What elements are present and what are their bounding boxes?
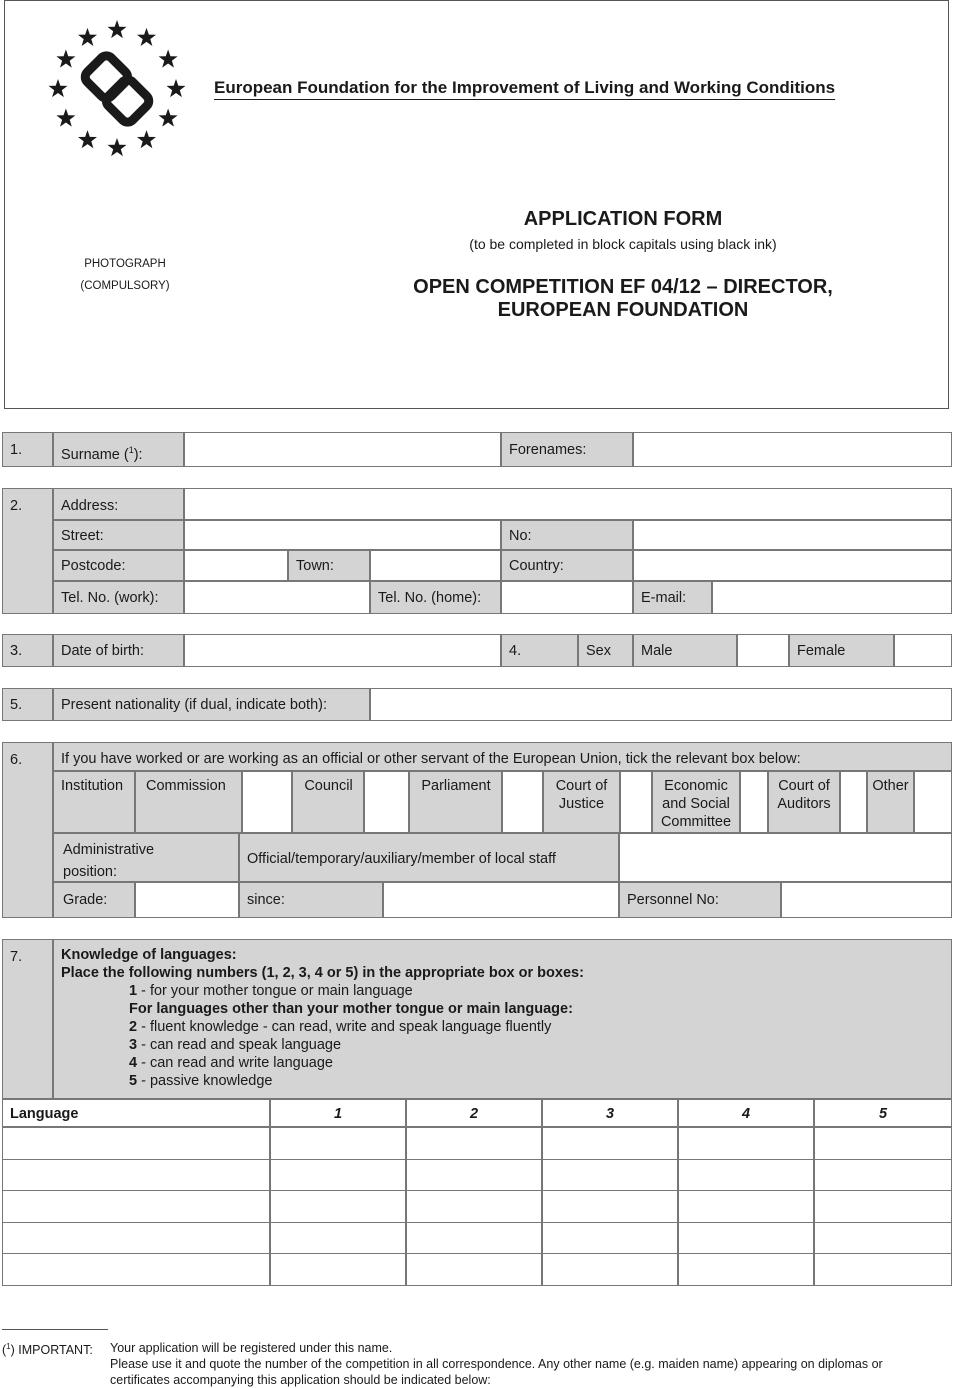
language-level-cell[interactable] xyxy=(270,1222,406,1255)
language-level-cell[interactable] xyxy=(406,1253,542,1286)
esc-checkbox[interactable] xyxy=(740,771,768,833)
language-level-cell[interactable] xyxy=(406,1127,542,1160)
country-label: Country: xyxy=(501,550,633,581)
court-auditors-checkbox[interactable] xyxy=(840,771,867,833)
eurofound-logo xyxy=(44,14,190,160)
footnote-line2: Please use it and quote the number of the competition in all correspondence. Any other name (e.g. maiden name) appearing on diplomas or xyxy=(110,1357,883,1371)
language-name-cell[interactable] xyxy=(2,1253,270,1286)
level-5-text: - passive knowledge xyxy=(137,1073,273,1089)
form-subtitle: (to be completed in block capitals using black ink) xyxy=(469,236,777,252)
sex-label: Sex xyxy=(578,634,633,667)
personnel-no-field[interactable] xyxy=(781,882,952,918)
email-label: E-mail: xyxy=(633,581,712,614)
email-field[interactable] xyxy=(712,581,952,614)
other-languages-heading: For languages other than your mother tongue or main language: xyxy=(129,1001,573,1017)
forenames-field[interactable] xyxy=(633,432,952,467)
country-field[interactable] xyxy=(633,550,952,581)
court-justice-line1: Court of xyxy=(555,778,608,794)
star-icon xyxy=(159,50,178,68)
org-name: European Foundation for the Improvement of Living and Working Conditions xyxy=(214,78,836,97)
language-name-cell[interactable] xyxy=(2,1190,270,1223)
postcode-field[interactable] xyxy=(184,550,288,581)
star-icon xyxy=(137,28,156,46)
level-2-number: 2 xyxy=(129,1019,138,1035)
level-2-col-header: 2 xyxy=(406,1099,542,1127)
council-checkbox[interactable] xyxy=(364,771,409,833)
footnote-label: ($^1$) IMPORTANT: xyxy=(2,1342,93,1358)
institution-label: Institution xyxy=(53,771,135,833)
level-4-text: - can read and write language xyxy=(137,1055,333,1071)
staff-type-field[interactable] xyxy=(619,833,952,882)
s5-number: 5. xyxy=(2,688,53,721)
star-icon xyxy=(166,79,185,97)
esc-line1: Economic xyxy=(664,778,728,794)
language-level-cell[interactable] xyxy=(678,1159,814,1192)
dob-label: Date of birth: xyxy=(53,634,184,667)
esc-label xyxy=(652,771,740,833)
footnote-ref: 1 xyxy=(128,445,134,455)
house-number-field[interactable] xyxy=(633,520,952,550)
level-3-line xyxy=(129,1036,341,1054)
parliament-label: Parliament xyxy=(409,771,502,833)
language-level-cell[interactable] xyxy=(542,1127,678,1160)
personnel-no-label: Personnel No: xyxy=(619,882,781,918)
star-icon xyxy=(48,79,67,97)
street-field[interactable] xyxy=(184,520,501,550)
level-1-number: 1 xyxy=(129,983,138,999)
esc-line3: Committee xyxy=(660,814,732,830)
male-checkbox[interactable] xyxy=(737,634,789,667)
level-4-col-header: 4 xyxy=(678,1099,814,1127)
commission-label: Commission xyxy=(135,771,242,833)
language-level-cell[interactable] xyxy=(678,1190,814,1223)
s4-number: 4. xyxy=(501,634,578,667)
court-justice-line2: Justice xyxy=(558,796,605,812)
grade-field[interactable] xyxy=(135,882,239,918)
language-level-cell[interactable] xyxy=(270,1127,406,1160)
level-1-line xyxy=(129,982,413,1000)
since-label: since: xyxy=(239,882,383,918)
photograph-compulsory-label: (COMPULSORY) xyxy=(80,280,170,292)
level-3-text: - can read and speak language xyxy=(137,1037,342,1053)
footnote-line3: certificates accompanying this application should be indicated below: xyxy=(110,1373,491,1387)
admin-position-line2: position: xyxy=(63,864,118,880)
language-level-cell[interactable] xyxy=(678,1253,814,1286)
level-1-col-header: 1 xyxy=(270,1099,406,1127)
star-icon xyxy=(78,130,97,148)
court-justice-label xyxy=(543,771,620,833)
language-level-cell[interactable] xyxy=(542,1159,678,1192)
star-icon xyxy=(137,130,156,148)
language-level-cell[interactable] xyxy=(814,1190,952,1223)
since-field[interactable] xyxy=(383,882,619,918)
language-level-cell[interactable] xyxy=(678,1222,814,1255)
level-4-number: 4 xyxy=(129,1055,138,1071)
language-level-cell[interactable] xyxy=(270,1253,406,1286)
form-title: APPLICATION FORM xyxy=(523,208,723,230)
language-level-cell[interactable] xyxy=(406,1190,542,1223)
surname-label xyxy=(53,432,184,467)
language-level-cell[interactable] xyxy=(270,1159,406,1192)
admin-position-label xyxy=(53,833,239,882)
surname-text: Surname ( xyxy=(61,446,129,463)
town-label: Town: xyxy=(288,550,370,581)
s7-number: 7. xyxy=(2,939,53,1099)
level-5-number: 5 xyxy=(129,1073,138,1089)
court-justice-checkbox[interactable] xyxy=(620,771,652,833)
language-level-cell[interactable] xyxy=(406,1222,542,1255)
female-label: Female xyxy=(789,634,894,667)
star-icon xyxy=(78,28,97,46)
dob-field[interactable] xyxy=(184,634,501,667)
s6-number: 6. xyxy=(2,742,53,918)
language-level-cell[interactable] xyxy=(542,1253,678,1286)
competition-title-line2: EUROPEAN FOUNDATION xyxy=(497,299,749,321)
grade-label: Grade: xyxy=(53,882,135,918)
tel-work-field[interactable] xyxy=(184,581,370,614)
star-icon xyxy=(56,109,75,127)
nationality-label: Present nationality (if dual, indicate both): xyxy=(53,688,370,721)
s2-number: 2. xyxy=(2,488,53,614)
court-auditors-line2: Auditors xyxy=(777,796,831,812)
other-label: Other xyxy=(867,771,914,833)
address-label: Address: xyxy=(53,488,184,520)
footnote-label-text: ) IMPORTANT: xyxy=(10,1343,93,1358)
star-icon xyxy=(107,138,126,156)
language-level-cell[interactable] xyxy=(814,1159,952,1192)
star-icon xyxy=(107,20,126,38)
nationality-field[interactable] xyxy=(370,688,952,721)
language-level-cell[interactable] xyxy=(406,1159,542,1192)
languages-instructions xyxy=(53,939,952,1099)
level-3-number: 3 xyxy=(129,1037,138,1053)
footnote-rule xyxy=(2,1329,108,1330)
star-icon xyxy=(56,50,75,68)
language-name-cell[interactable] xyxy=(2,1127,270,1160)
level-2-line xyxy=(129,1018,551,1036)
surname-text-end: ): xyxy=(133,446,143,463)
level-2-text: - fluent knowledge - can read, write and speak language fluently xyxy=(137,1019,552,1035)
house-number-label: No: xyxy=(501,520,633,550)
language-level-cell[interactable] xyxy=(542,1222,678,1255)
eu-service-question: If you have worked or are working as an official or other servant of the European Union, tick the relevant box below: xyxy=(53,742,952,771)
language-level-cell[interactable] xyxy=(270,1190,406,1223)
level-4-line xyxy=(129,1054,333,1072)
tel-home-label: Tel. No. (home): xyxy=(370,581,501,614)
footnote-line1: Your application will be registered under this name. xyxy=(110,1341,393,1355)
court-auditors-label xyxy=(768,771,840,833)
languages-heading: Knowledge of languages: xyxy=(61,947,237,963)
forenames-label: Forenames: xyxy=(501,432,633,467)
level-5-line xyxy=(129,1072,273,1090)
parliament-checkbox[interactable] xyxy=(502,771,543,833)
s3-number: 3. xyxy=(2,634,53,667)
language-level-cell[interactable] xyxy=(814,1253,952,1286)
surname-field[interactable] xyxy=(184,432,501,467)
language-level-cell[interactable] xyxy=(814,1127,952,1160)
footnote-sup: 1 xyxy=(6,1342,11,1351)
language-level-cell[interactable] xyxy=(542,1190,678,1223)
language-name-cell[interactable] xyxy=(2,1222,270,1255)
admin-position-line1: Administrative xyxy=(63,842,155,858)
commission-checkbox[interactable] xyxy=(242,771,292,833)
photograph-label: PHOTOGRAPH xyxy=(84,258,166,270)
s1-number: 1. xyxy=(2,432,53,467)
street-label: Street: xyxy=(53,520,184,550)
postcode-label: Postcode: xyxy=(53,550,184,581)
tel-work-label: Tel. No. (work): xyxy=(53,581,184,614)
female-checkbox[interactable] xyxy=(894,634,952,667)
staff-type-label: Official/temporary/auxiliary/member of local staff xyxy=(239,833,619,882)
council-label: Council xyxy=(292,771,364,833)
competition-title-line1: OPEN COMPETITION EF 04/12 – DIRECTOR, xyxy=(413,276,833,298)
languages-instruction: Place the following numbers (1, 2, 3, 4 or 5) in the appropriate box or boxes: xyxy=(61,965,584,981)
other-checkbox[interactable] xyxy=(914,771,952,833)
language-name-cell[interactable] xyxy=(2,1159,270,1192)
language-level-cell[interactable] xyxy=(678,1127,814,1160)
level-3-col-header: 3 xyxy=(542,1099,678,1127)
address-spacer xyxy=(184,488,952,520)
tel-home-field[interactable] xyxy=(501,581,633,614)
town-field[interactable] xyxy=(370,550,501,581)
esc-line2: and Social xyxy=(662,796,730,812)
star-icon xyxy=(159,109,178,127)
level-5-col-header: 5 xyxy=(814,1099,952,1127)
court-auditors-line1: Court of xyxy=(778,778,830,794)
language-level-cell[interactable] xyxy=(814,1222,952,1255)
language-col-header: Language xyxy=(2,1099,270,1127)
male-label: Male xyxy=(633,634,737,667)
level-1-text: - for your mother tongue or main language xyxy=(137,983,413,999)
